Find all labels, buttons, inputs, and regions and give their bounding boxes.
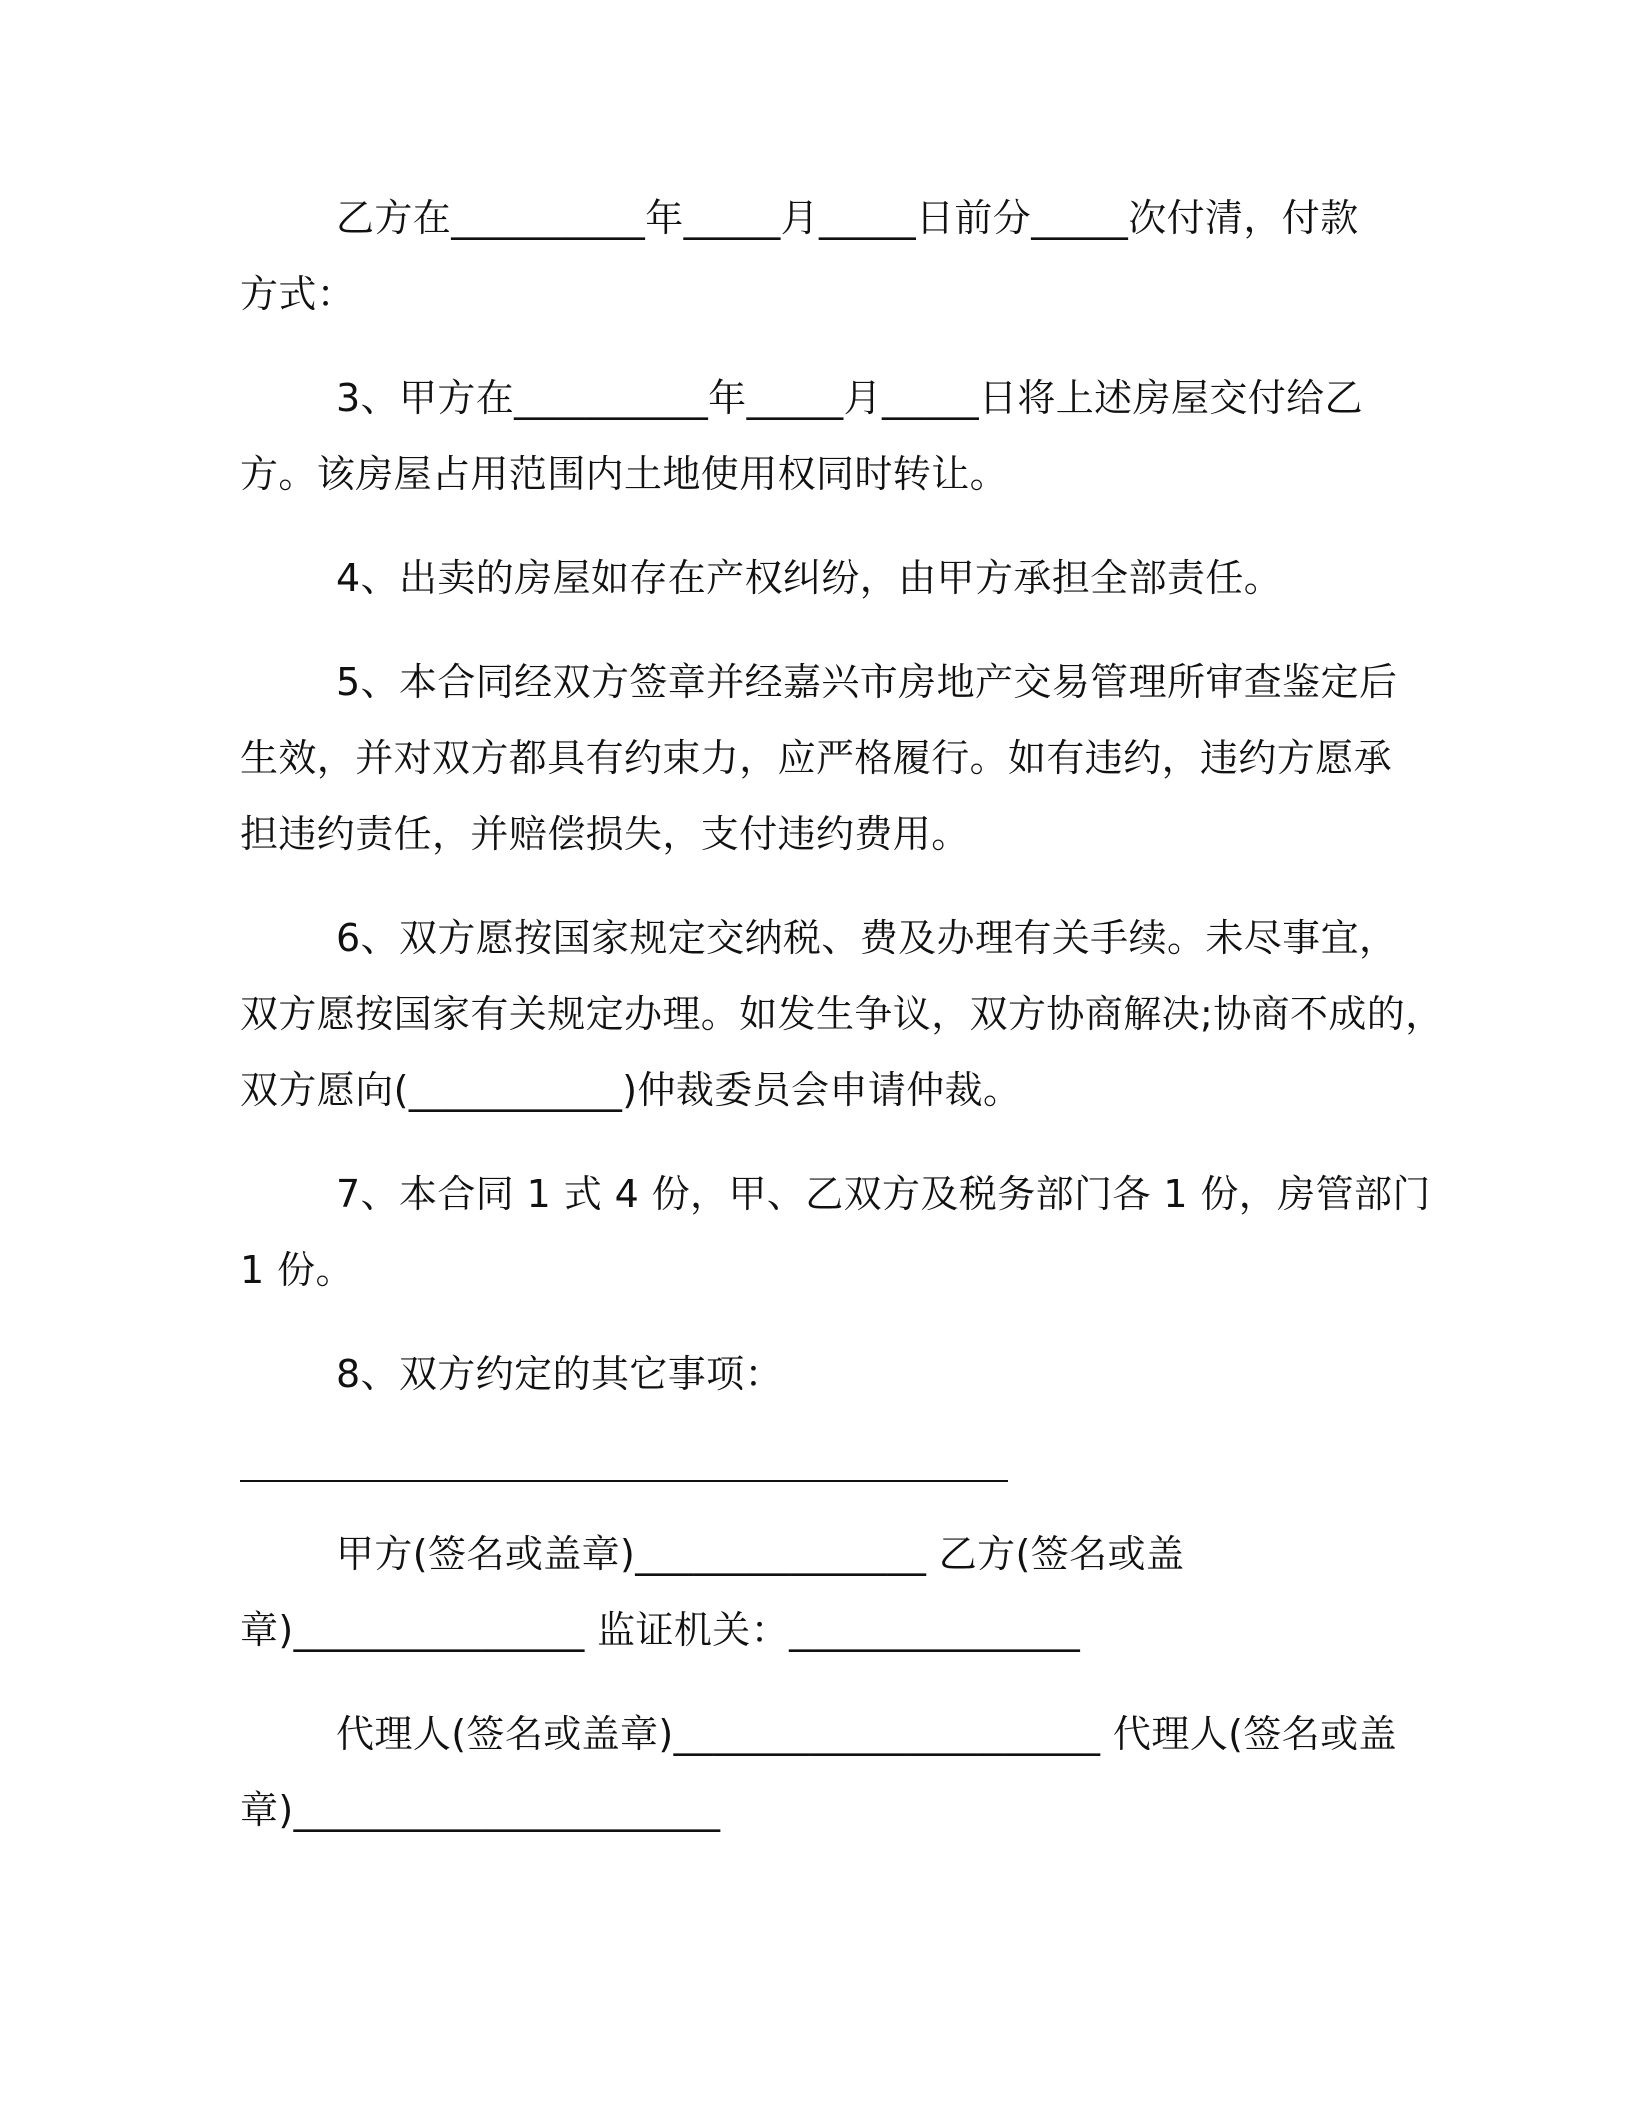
- text-line-6: 5、本合同经双方签章并经嘉兴市房地产交易管理所审查鉴定后: [336, 660, 1398, 704]
- text-line-7: 生效，并对双方都具有约束力，应严格履行。如有违约，违约方愿承: [240, 736, 1393, 780]
- text-line-13: 1 份。: [240, 1248, 354, 1292]
- text-line-5: 4、出卖的房屋如存在产权纠纷，由甲方承担全部责任。: [336, 556, 1283, 600]
- text-line-1: 乙方在__________年_____月_____日前分_____次付清，付款: [336, 196, 1359, 240]
- text-line-17: 代理人(签名或盖章)______________________ 代理人(签名或盖: [336, 1712, 1397, 1756]
- text-line-3: 3、甲方在__________年_____月_____日将上述房屋交付给乙: [336, 376, 1363, 420]
- text-line-2: 方式：: [240, 272, 356, 316]
- text-line-16: 章)_______________ 监证机关：_______________: [240, 1608, 1081, 1652]
- text-line-9: 6、双方愿按国家规定交纳税、费及办理有关手续。未尽事宜，: [336, 916, 1398, 960]
- text-line-8: 担违约责任，并赔偿损失，支付违约费用。: [240, 812, 970, 856]
- text-line-15: 甲方(签名或盖章)_______________ 乙方(签名或盖: [336, 1532, 1185, 1576]
- text-line-10: 双方愿按国家有关规定办理。如发生争议，双方协商解决;协商不成的，: [240, 992, 1444, 1036]
- text-line-11: 双方愿向(___________)仲裁委员会申请仲裁。: [240, 1068, 1022, 1112]
- text-line-18: 章)______________________: [240, 1788, 721, 1832]
- text-line-14: 8、双方约定的其它事项：: [336, 1352, 783, 1396]
- text-line-12: 7、本合同 1 式 4 份，甲、乙双方及税务部门各 1 份，房管部门: [336, 1172, 1431, 1216]
- blank-rule: [240, 1480, 1008, 1482]
- text-line-4: 方。该房屋占用范围内土地使用权同时转让。: [240, 452, 1009, 496]
